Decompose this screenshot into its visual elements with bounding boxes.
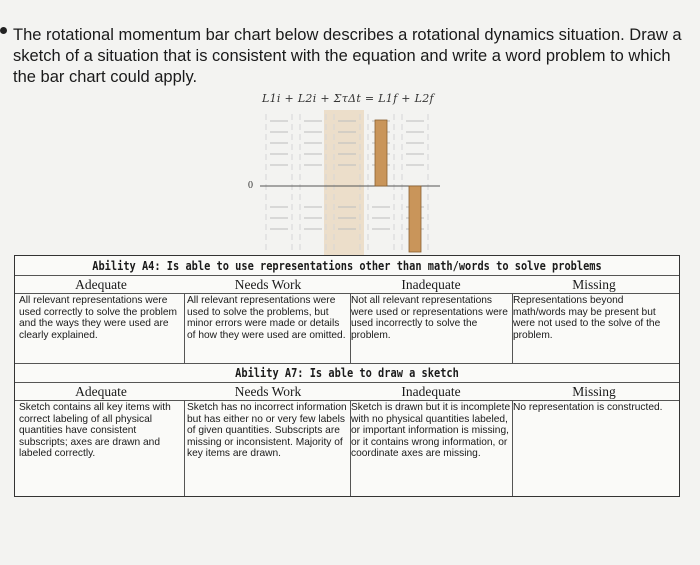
ability-a7-title: Ability A7: Is able to draw a sketch: [235, 366, 459, 380]
bar-L2f: [409, 186, 421, 252]
a4-cell-adequate: All relevant representations were used correctly to solve the problem and the ways they were used are clearly explained.: [19, 295, 177, 341]
question-text: The rotational momentum bar chart below describes a rotational dynamics situation. Draw a sketch of a situation that is consistent with the equation and write a word problem to which the bar chart could apply.: [13, 26, 682, 86]
a4-cell-inadequate: Not all relevant representations were used or representations were used incorrectly to solve the problem.: [351, 295, 508, 341]
a4-header-adequate: Adequate: [75, 277, 127, 292]
bar-L1f: [375, 120, 387, 186]
rotational-momentum-bar-chart: [240, 110, 460, 255]
a7-header-adequate: Adequate: [75, 384, 127, 399]
a4-cell-needs-work: All relevant representations were used to solve the problems, but minor errors were made or details of how they were used are omitted.: [187, 295, 346, 341]
a4-cell-missing: Representations beyond math/words may be present but were not used to the solve of the problem.: [513, 295, 661, 341]
zero-label: 0: [248, 180, 253, 191]
a7-cell-needs-work: Sketch has no incorrect information but has either no or very few labels of given quantities. Subscripts are missing or inconsistent. Majority of key items are drawn.: [187, 402, 347, 460]
a7-header-inadequate: Inadequate: [401, 384, 461, 399]
a7-header-needs-work: Needs Work: [234, 384, 302, 399]
a4-header-missing: Missing: [572, 277, 616, 292]
ability-a4-title: Ability A4: Is able to use representations other than math/words to solve problems: [92, 259, 602, 273]
a7-cell-inadequate: Sketch is drawn but it is incomplete with no physical quantities labeled, or important information is missing, or it contains wrong information, or coordinate axes are missing.: [351, 402, 511, 460]
a7-cell-adequate: Sketch contains all key items with correct labeling of all physical quantities have consistent subscripts; axes are drawn and labeled correctly.: [19, 402, 171, 460]
a4-header-inadequate: Inadequate: [401, 277, 461, 292]
momentum-equation: L1i + L2i + ΣτΔt = L1f + L2f: [262, 92, 434, 105]
a4-header-needs-work: Needs Work: [234, 277, 302, 292]
a7-cell-missing: No representation is constructed.: [513, 402, 663, 413]
rubric-table: [14, 255, 680, 497]
bullet-point: [0, 27, 7, 34]
a7-header-missing: Missing: [572, 384, 616, 399]
